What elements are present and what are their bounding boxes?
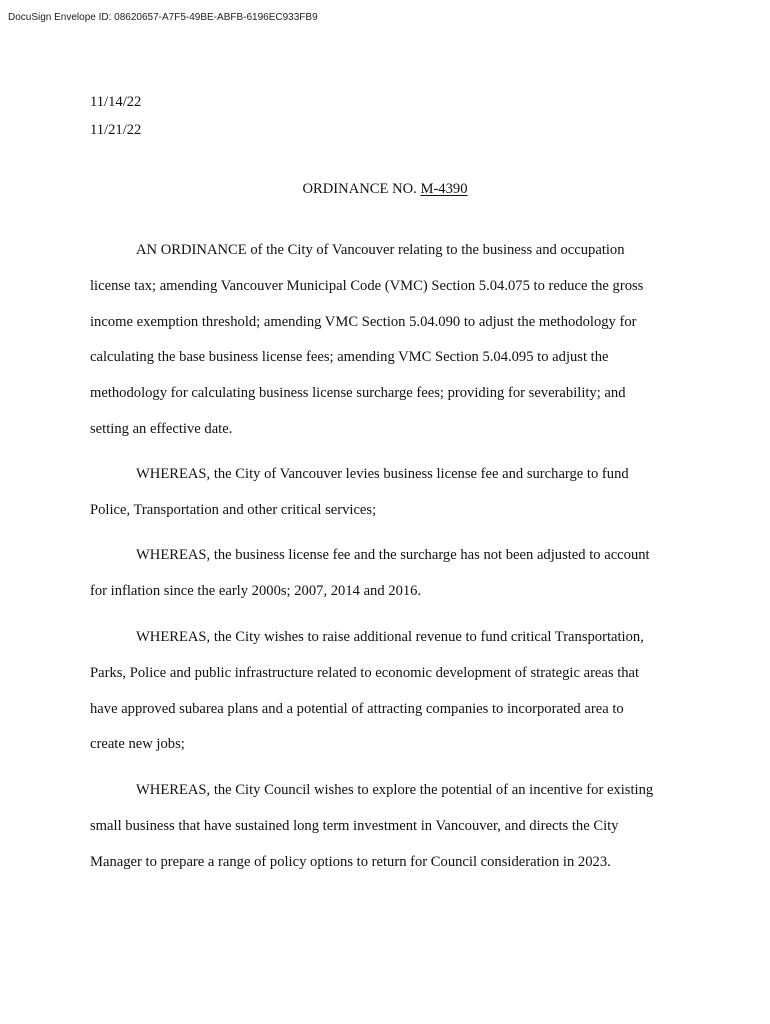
ordinance-number: M-4390 (420, 181, 468, 197)
paragraph-line: create new jobs; (90, 736, 185, 752)
ordinance-title-prefix: ORDINANCE NO. (302, 181, 417, 197)
paragraph-line: Manager to prepare a range of policy options to return for Council consideration in 2023. (90, 854, 611, 870)
date-first: 11/14/22 (90, 94, 142, 110)
paragraph-line: WHEREAS, the City Council wishes to explore the potential of an incentive for existing (136, 782, 654, 798)
docusign-envelope-id: DocuSign Envelope ID: 08620657-A7F5-49BE-ABFB-6196EC933FB9 (8, 12, 318, 23)
paragraph-line: setting an effective date. (90, 421, 233, 437)
paragraph-line: income exemption threshold; amending VMC Section 5.04.090 to adjust the methodology for (90, 314, 637, 330)
paragraph-line: for inflation since the early 2000s; 2007, 2014 and 2016. (90, 583, 422, 599)
paragraph-line: WHEREAS, the City of Vancouver levies business license fee and surcharge to fund (136, 466, 629, 482)
paragraph-line: license tax; amending Vancouver Municipal Code (VMC) Section 5.04.075 to reduce the gross (90, 278, 644, 294)
paragraph-line: WHEREAS, the City wishes to raise additional revenue to fund critical Transportation, (136, 629, 644, 645)
paragraph-line: have approved subarea plans and a potential of attracting companies to incorporated area to (90, 701, 624, 717)
paragraph-line: methodology for calculating business license surcharge fees; providing for severability; and (90, 385, 626, 401)
paragraph-line: AN ORDINANCE of the City of Vancouver relating to the business and occupation (136, 242, 625, 258)
paragraph-line: small business that have sustained long term investment in Vancouver, and directs the City (90, 818, 619, 834)
date-second: 11/21/22 (90, 122, 142, 138)
paragraph-line: WHEREAS, the business license fee and the surcharge has not been adjusted to account (136, 547, 650, 563)
ordinance-title (0, 181, 770, 198)
paragraph-line: calculating the base business license fees; amending VMC Section 5.04.095 to adjust the (90, 349, 609, 365)
paragraph-line: Parks, Police and public infrastructure related to economic development of strategic areas that (90, 665, 640, 681)
paragraph-line: Police, Transportation and other critical services; (90, 502, 377, 518)
